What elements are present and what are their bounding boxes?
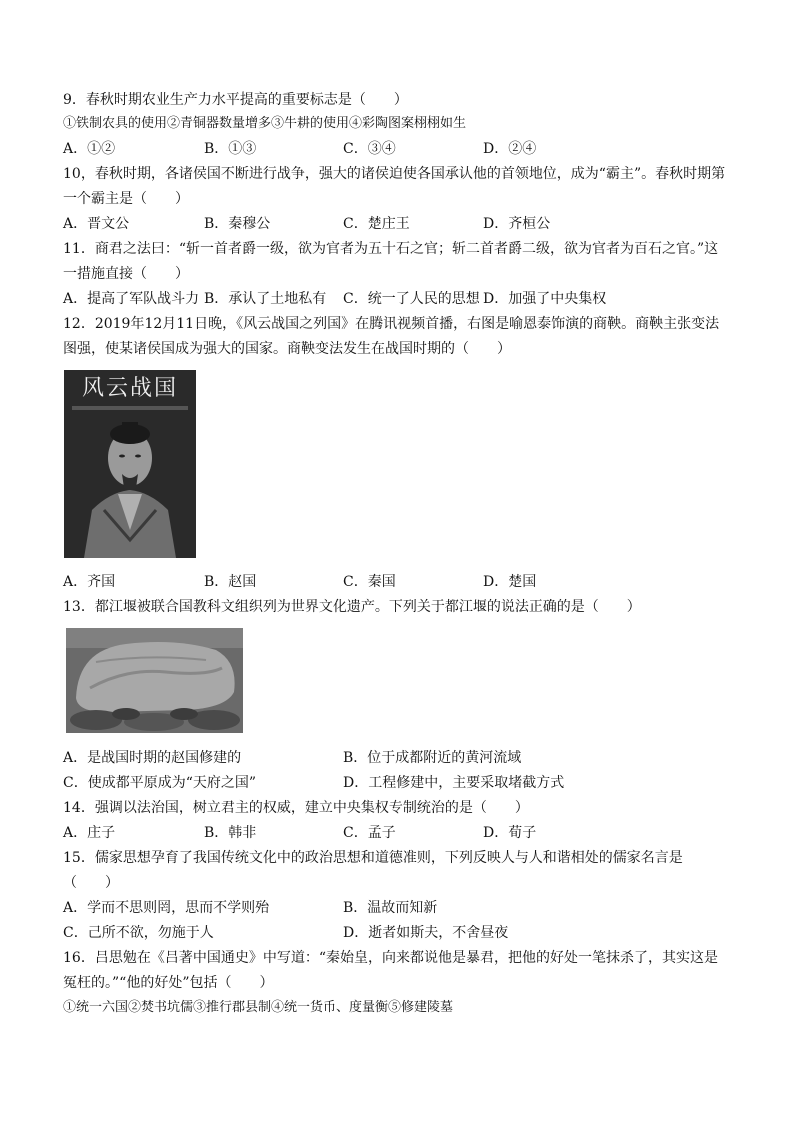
question-13-stem: 13．都江堰被联合国教科文组织列为世界文化遗产。下列关于都江堰的说法正确的是（ ） bbox=[63, 599, 641, 615]
question-16-stem-line1: 16．吕思勉在《吕著中国通史》中写道：“秦始皇，向来都说他是暴君，把他的好处一笔抹杀了，其实这是 bbox=[63, 950, 718, 966]
question-14-stem: 14．强调以法治国，树立君主的权威，建立中央集权专制统治的是（ ） bbox=[63, 800, 529, 816]
question-9-option-c[interactable]: C．③④ bbox=[343, 141, 396, 157]
question-9-stem: 9．春秋时期农业生产力水平提高的重要标志是（ ） bbox=[63, 92, 408, 108]
question-12-option-d[interactable]: D．楚国 bbox=[483, 574, 537, 590]
question-12-option-c[interactable]: C．秦国 bbox=[343, 574, 396, 590]
question-15-stem-line2: （ ） bbox=[63, 875, 119, 891]
question-15-option-b[interactable]: B．温故而知新 bbox=[343, 900, 438, 916]
question-10-stem-line1: 10，春秋时期，各诸侯国不断进行战争，强大的诸侯迫使各国承认他的首领地位，成为“霸主”。春秋时期第 bbox=[63, 166, 726, 182]
question-16-stem-line2: 冤枉的。”“他的好处”包括（ ） bbox=[63, 975, 274, 991]
question-11-option-c[interactable]: C．统一了人民的思想 bbox=[343, 291, 480, 307]
stone-monument-icon bbox=[66, 628, 243, 733]
question-11-option-d[interactable]: D．加强了中央集权 bbox=[483, 291, 607, 307]
question-12-option-a[interactable]: A．齐国 bbox=[63, 574, 116, 590]
question-11-option-b[interactable]: B．承认了土地私有 bbox=[204, 291, 327, 307]
question-10-option-a[interactable]: A．晋文公 bbox=[63, 216, 130, 232]
question-15-option-c[interactable]: C．己所不欲，勿施于人 bbox=[63, 925, 214, 941]
question-10-option-d[interactable]: D．齐桓公 bbox=[483, 216, 551, 232]
question-13-option-c[interactable]: C．使成都平原成为“天府之国” bbox=[63, 775, 257, 791]
question-10-option-c[interactable]: C．楚庄王 bbox=[343, 216, 410, 232]
question-12-stem-line2: 图强，使某诸侯国成为强大的国家。商鞅变法发生在战国时期的（ ） bbox=[63, 341, 511, 357]
shang-yang-drama-poster bbox=[64, 370, 196, 558]
question-9-option-b[interactable]: B．①③ bbox=[204, 141, 257, 157]
question-11-stem-line1: 11．商君之法曰：“斩一首者爵一级，欲为官者为五十石之官；斩二首者爵二级，欲为官者为百石之官。”这 bbox=[63, 241, 719, 257]
question-10-option-b[interactable]: B．秦穆公 bbox=[204, 216, 271, 232]
portrait-figure-icon bbox=[64, 370, 196, 558]
question-11-option-a[interactable]: A．提高了军队战斗力 bbox=[63, 291, 200, 307]
question-14-option-a[interactable]: A．庄子 bbox=[63, 825, 116, 841]
dujiangyan-photo bbox=[66, 628, 243, 733]
question-12-option-b[interactable]: B．赵国 bbox=[204, 574, 257, 590]
question-13-option-b[interactable]: B．位于成都附近的黄河流域 bbox=[343, 750, 522, 766]
question-9-option-a[interactable]: A．①② bbox=[63, 141, 116, 157]
question-13-option-d[interactable]: D．工程修建中，主要采取堵截方式 bbox=[343, 775, 565, 791]
question-9-items: ①铁制农具的使用②青铜器数量增多③牛耕的使用④彩陶图案栩栩如生 bbox=[63, 116, 467, 131]
question-14-option-c[interactable]: C．孟子 bbox=[343, 825, 396, 841]
question-14-option-d[interactable]: D．荀子 bbox=[483, 825, 537, 841]
question-10-stem-line2: 一个霸主是（ ） bbox=[63, 191, 189, 207]
question-15-option-a[interactable]: A．学而不思则罔，思而不学则殆 bbox=[63, 900, 270, 916]
question-16-items: ①统一六国②焚书坑儒③推行郡县制④统一货币、度量衡⑤修建陵墓 bbox=[63, 1000, 454, 1015]
poster-title: 风云战国 bbox=[81, 376, 178, 401]
question-15-stem-line1: 15．儒家思想孕育了我国传统文化中的政治思想和道德准则，下列反映人与人和谐相处的儒家名言是 bbox=[63, 850, 683, 866]
question-9-option-d[interactable]: D．②④ bbox=[483, 141, 537, 157]
question-12-stem-line1: 12．2019年12月11日晚，《风云战国之列国》在腾讯视频首播，右图是喻恩泰饰演的商鞅。商鞅主张变法 bbox=[63, 316, 720, 332]
question-11-stem-line2: 一措施直接（ ） bbox=[63, 266, 189, 282]
question-14-option-b[interactable]: B．韩非 bbox=[204, 825, 257, 841]
question-13-option-a[interactable]: A．是战国时期的赵国修建的 bbox=[63, 750, 242, 766]
question-15-option-d[interactable]: D．逝者如斯夫，不舍昼夜 bbox=[343, 925, 509, 941]
